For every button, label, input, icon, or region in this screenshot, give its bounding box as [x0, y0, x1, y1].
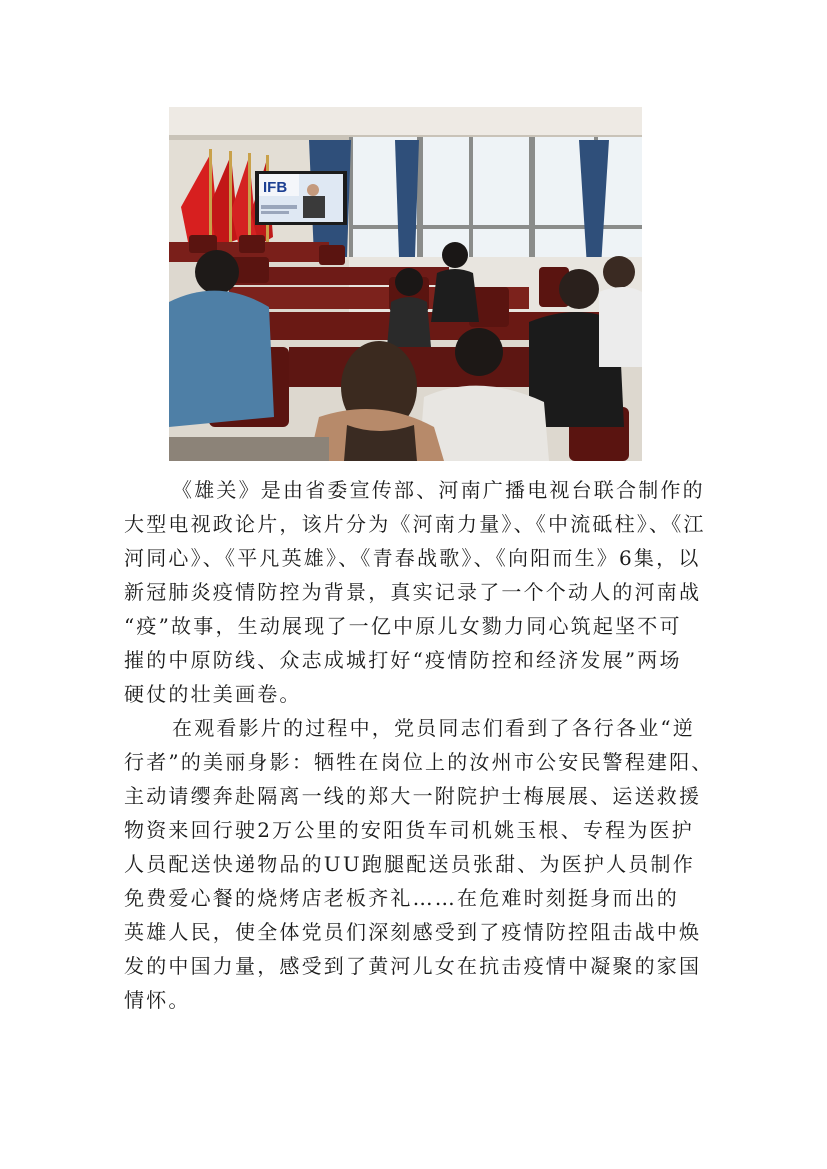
article-line: 行者”的美丽身影：牺牲在岗位上的汝州市公安民警程建阳、 [124, 750, 714, 774]
article-line: 主动请缨奔赴隔离一线的郑大一附院护士梅展展、运送救援 [124, 784, 702, 808]
article-line: 发的中国力量，感受到了黄河儿女在抗击疫情中凝聚的家国 [124, 954, 702, 978]
article-line: 情怀。 [124, 988, 191, 1012]
article-line: 人员配送快递物品的UU跑腿配送员张甜、为医护人员制作 [124, 852, 695, 876]
article-line: 英雄人民，使全体党员们深刻感受到了疫情防控阻击战中焕 [124, 920, 702, 944]
meeting-room-illustration [169, 107, 642, 461]
article-line: 摧的中原防线、众志成城打好“疫情防控和经济发展”两场 [124, 648, 682, 672]
article-line: 在观看影片的过程中，党员同志们看到了各行各业“逆 [172, 716, 696, 740]
article-line: 大型电视政论片，该片分为《河南力量》、《中流砥柱》、《江 [124, 512, 706, 536]
article-line: “疫”故事，生动展现了一亿中原儿女勠力同心筑起坚不可 [124, 614, 682, 638]
article-line: 新冠肺炎疫情防控为背景，真实记录了一个个动人的河南战 [124, 580, 702, 604]
article-line: 硬仗的壮美画卷。 [124, 682, 302, 706]
meeting-photo [169, 107, 642, 461]
article-line: 免费爱心餐的烧烤店老板齐礼……在危难时刻挺身而出的 [124, 886, 679, 910]
article-line: 《雄关》是由省委宣传部、河南广播电视台联合制作的 [172, 478, 705, 502]
screen-logo: IFB [263, 179, 288, 196]
article-line: 物资来回行驶2万公里的安阳货车司机姚玉根、专程为医护 [124, 818, 694, 842]
article-line: 河同心》、《平凡英雄》、《青春战歌》、《向阳而生》6集，以 [124, 546, 701, 570]
